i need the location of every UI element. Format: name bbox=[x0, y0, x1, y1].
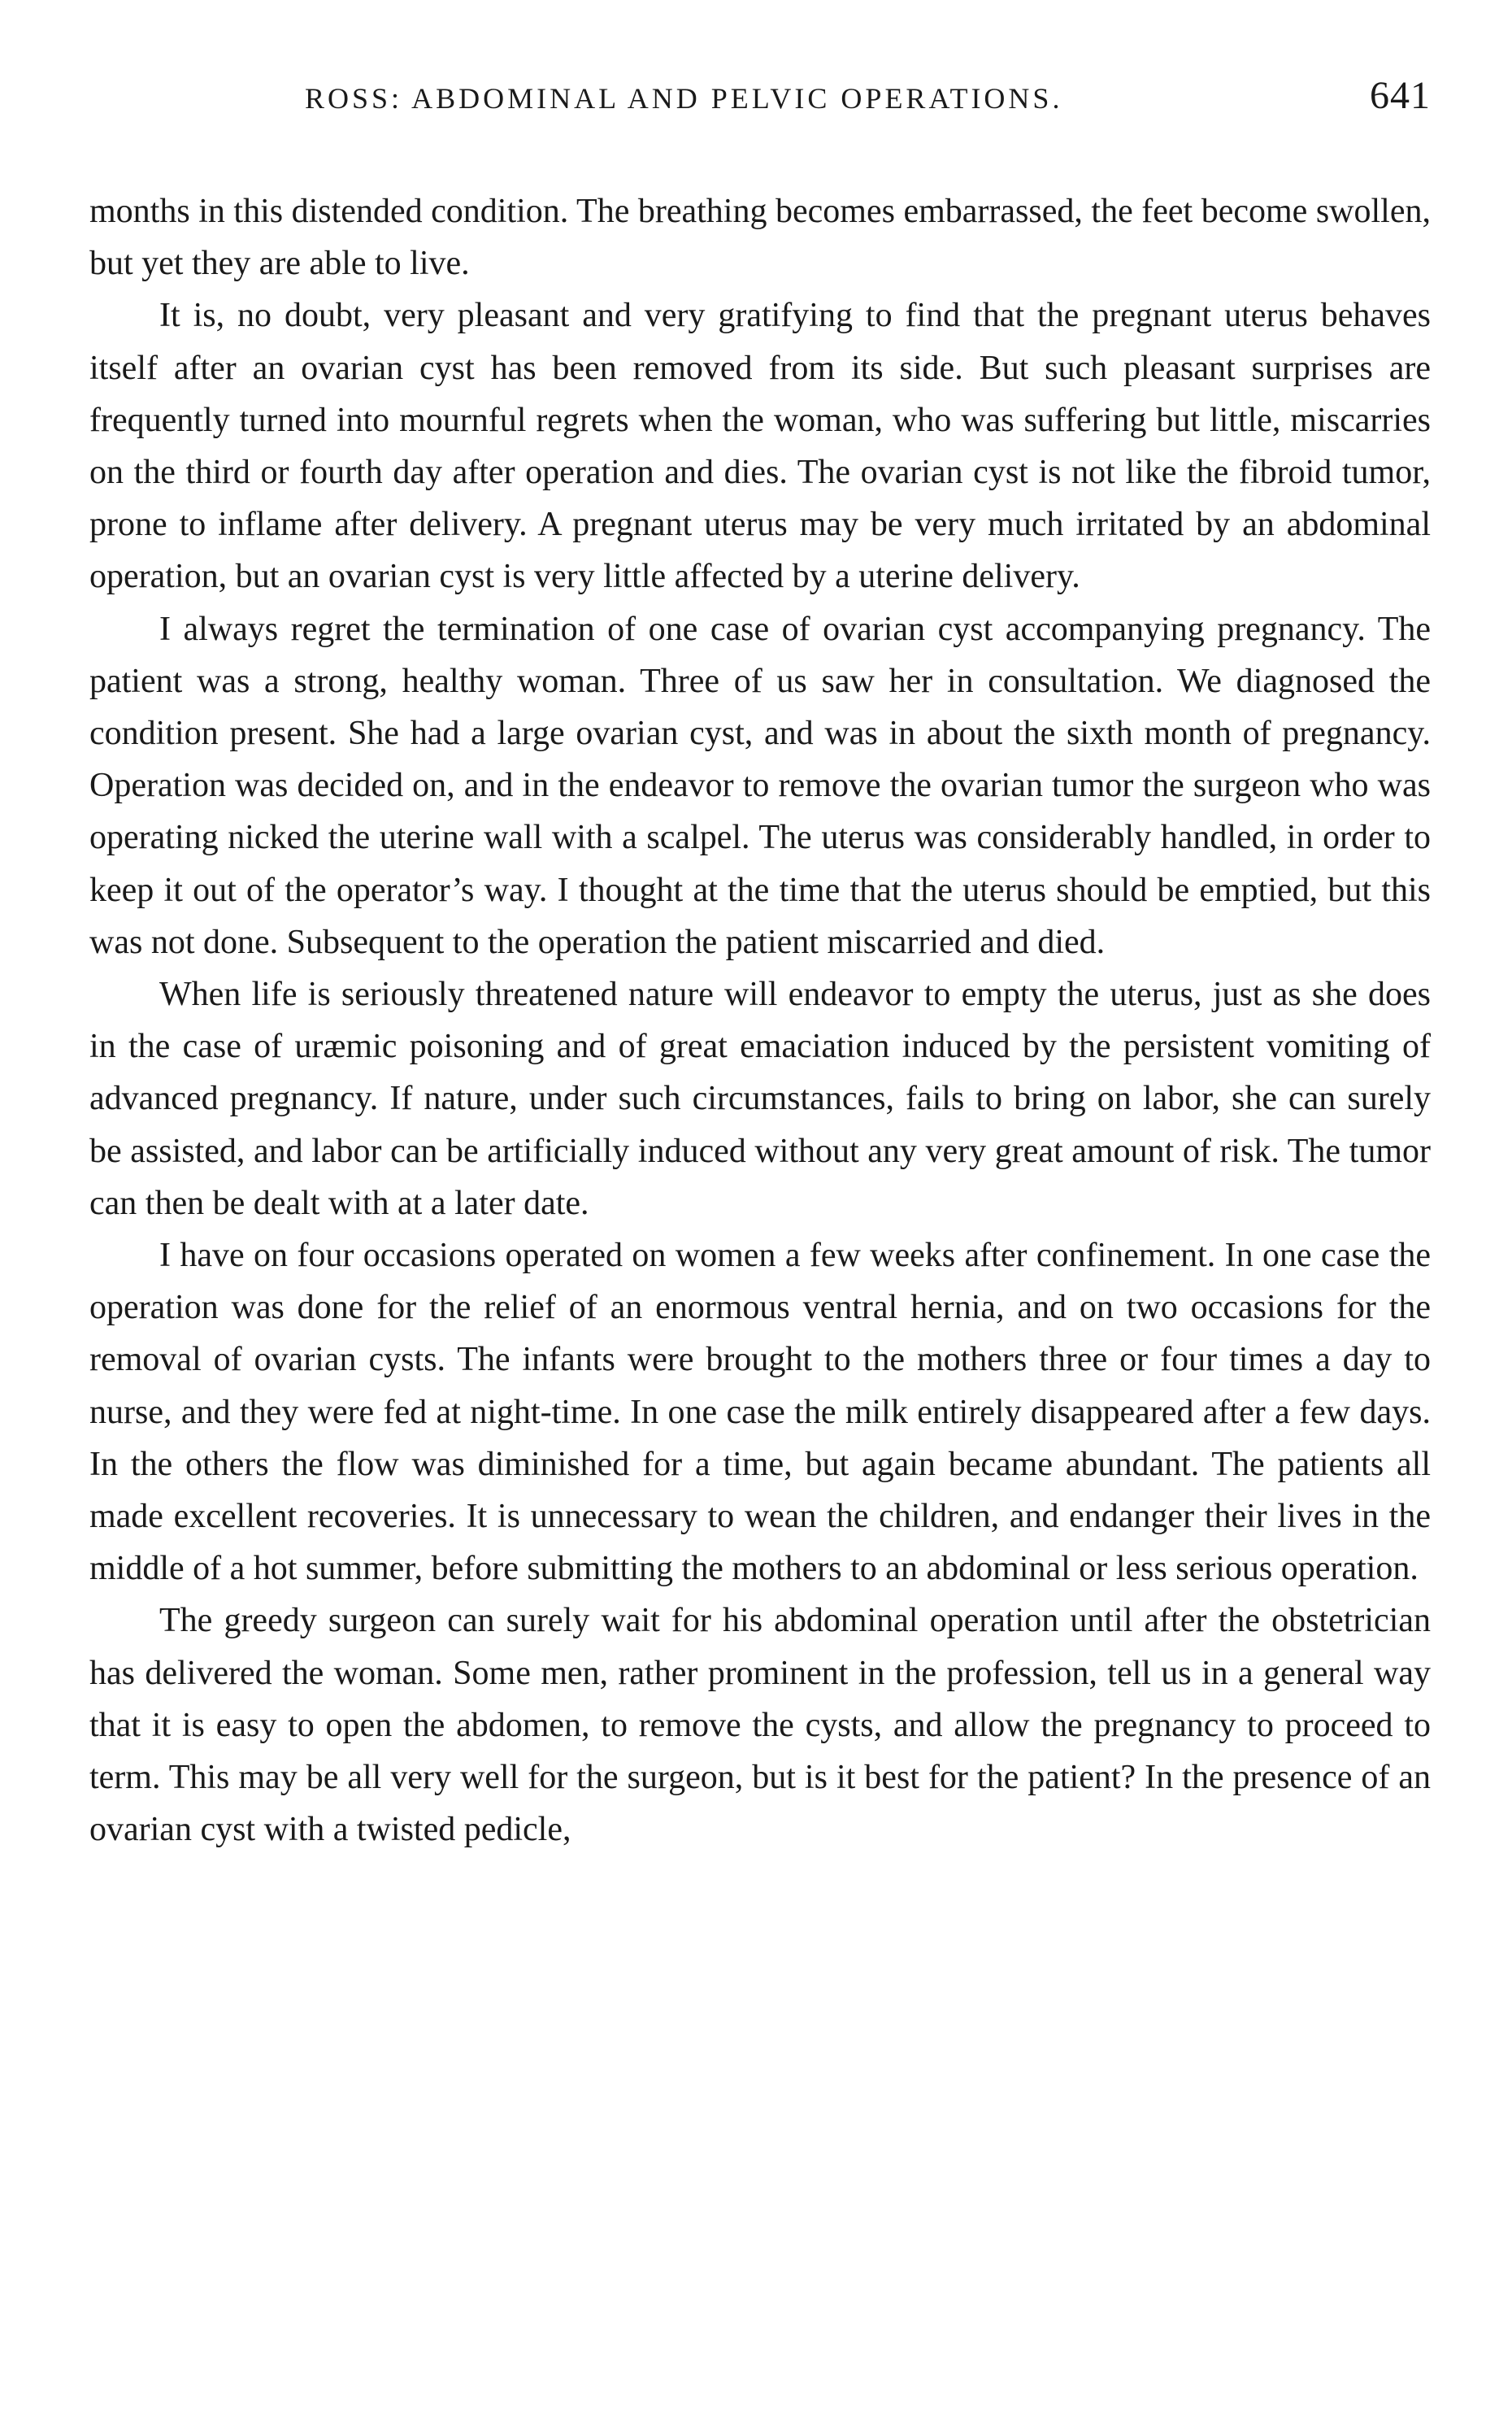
paragraph-continued: months in this distended condition. The breathing becomes embarrassed, the feet become swollen, but yet they are able to live. bbox=[89, 193, 1431, 283]
running-title: ROSS: ABDOMINAL AND PELVIC OPERATIONS. bbox=[305, 82, 1063, 115]
paragraph: I have on four occasions operated on women a few weeks after confinement. In one case the operation was done for the relief of an enormous ventral hernia, and on two occasions for the removal of ovarian cysts. The infants were brought to the mothers three or four times a day to nurse, and they were fed at night-time. In one case the milk entirely disappeared after a few days. In the others the flow was diminished for a time, but again became abundant. The patients all made excellent recoveries. It is unnecessary to wean the children, and endanger their lives in the middle of a hot summer, before submitting the mothers to an abdominal or less serious operation. bbox=[89, 1237, 1431, 1588]
body-text bbox=[89, 185, 1431, 1856]
paragraph: I always regret the termination of one case of ovarian cyst accompanying pregnancy. The patient was a strong, healthy woman. Three of us saw her in consultation. We diagnosed the condition present. She had a large ovarian cyst, and was in about the sixth month of pregnancy. Operation was decided on, and in the endeavor to remove the ovarian tumor the surgeon who was operating nicked the uterine wall with a scalpel. The uterus was considerably handled, in order to keep it out of the operator’s way. I thought at the time that the uterus should be emptied, but this was not done. Subsequent to the operation the patient miscarried and died. bbox=[89, 610, 1431, 961]
paragraph: It is, no doubt, very pleasant and very gratifying to find that the pregnant uterus behaves itself after an ovarian cyst has been removed from its side. But such pleasant surprises are frequently turned into mournful regrets when the woman, who was suffering but little, miscarries on the third or fourth day after operation and dies. The ovarian cyst is not like the fibroid tumor, prone to inflame after delivery. A pregnant uterus may be very much irritated by an abdominal operation, but an ovarian cyst is very little affected by a uterine delivery. bbox=[89, 297, 1431, 596]
page-header bbox=[89, 73, 1431, 138]
paragraph: The greedy surgeon can surely wait for his abdominal operation until after the obstetrician has delivered the woman. Some men, rather prominent in the profession, tell us in a general way that it is easy to open the abdomen, to remove the cysts, and allow the pregnancy to proceed to term. This may be all very well for the surgeon, but is it best for the patient? In the presence of an ovarian cyst with a twisted pedicle, bbox=[89, 1602, 1431, 1849]
page-number: 641 bbox=[1370, 74, 1431, 117]
paragraph: When life is seriously threatened nature will endeavor to empty the uterus, just as she does in the case of uræmic poisoning and of great emaciation induced by the persistent vomiting of advanced pregnancy. If nature, under such circumstances, fails to bring on labor, she can surely be assisted, and labor can be artificially induced without any very great amount of risk. The tumor can then be dealt with at a later date. bbox=[89, 976, 1431, 1222]
book-page bbox=[89, 73, 1431, 1856]
